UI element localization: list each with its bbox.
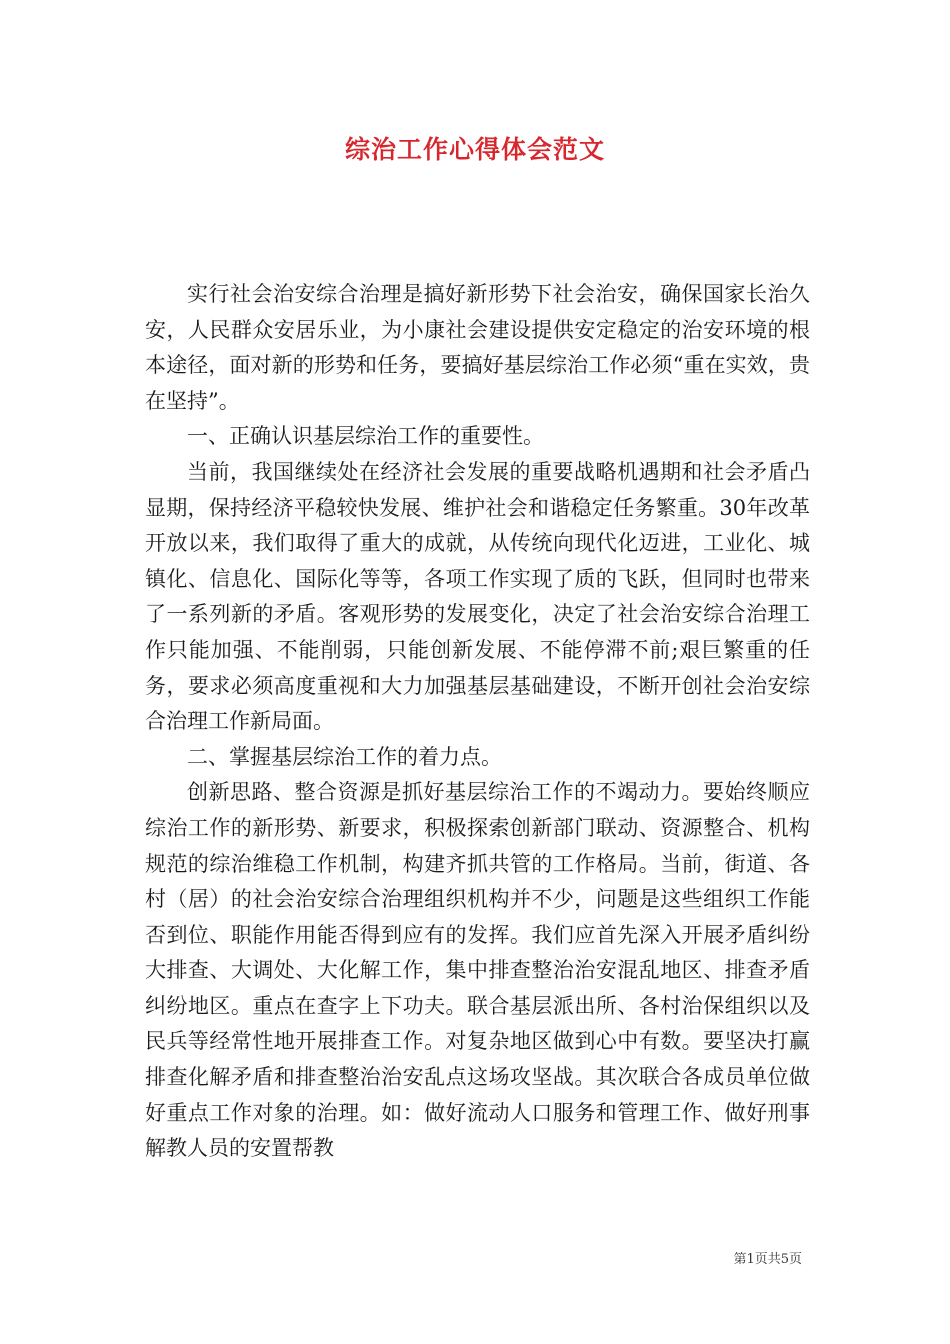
section-heading-1: 一、正确认识基层综治工作的重要性。 (187, 424, 544, 449)
document-title: 综治工作心得体会范文 (344, 135, 605, 164)
section-heading-2: 二、掌握基层综治工作的着力点。 (187, 744, 502, 769)
paragraph-section-2: 创新思路、整合资源是抓好基层综治工作的不竭动力。要始终顺应综治工作的新形势、新要求，积极探索创新部门联动、资源整合、机构规范的综治维稳工作机制，构建齐抓共管的工作格局。当前，街道、各村（居）的社会治安综合治理组织机构并不少，问题是这些组织工作能否到位、职能作用能否得到应有的发挥。我们应首先深入开展矛盾纠纷大排查、大调处、大化解工作，集中排查整治治安混乱地区、排查矛盾纠纷地区。重点在查字上下功夫。联合基层派出所、各村治保组织以及民兵等经常性地开展排查工作。对复杂地区做到心中有数。要坚决打赢排查化解矛盾和排查整治治安乱点这场攻坚战。其次联合各成员单位做好重点工作对象的治理。如：做好流动人口服务和管理工作、做好刑事解教人员的安置帮教 (145, 780, 810, 1161)
document-body (145, 277, 810, 1167)
page-number: 第1页共5页 (733, 1252, 802, 1267)
paragraph-intro: 实行社会治安综合治理是搞好新形势下社会治安，确保国家长治久安，人民群众安居乐业，为小康社会建设提供安定稳定的治安环境的根本途径，面对新的形势和任务，要搞好基层综治工作必须“重在实效，贵在坚持”。 (145, 282, 810, 413)
paragraph-section-1: 当前，我国继续处在经济社会发展的重要战略机遇期和社会矛盾凸显期，保持经济平稳较快发展、维护社会和谐稳定任务繁重。30年改革开放以来，我们取得了重大的成就，从传统向现代化迈进，工业化、城镇化、信息化、国际化等等，各项工作实现了质的飞跃，但同时也带来了一系列新的矛盾。客观形势的发展变化，决定了社会治安综合治理工作只能加强、不能削弱，只能创新发展、不能停滞不前;艰巨繁重的任务，要求必须高度重视和大力加强基层基础建设，不断开创社会治安综合治理工作新局面。 (145, 459, 810, 734)
